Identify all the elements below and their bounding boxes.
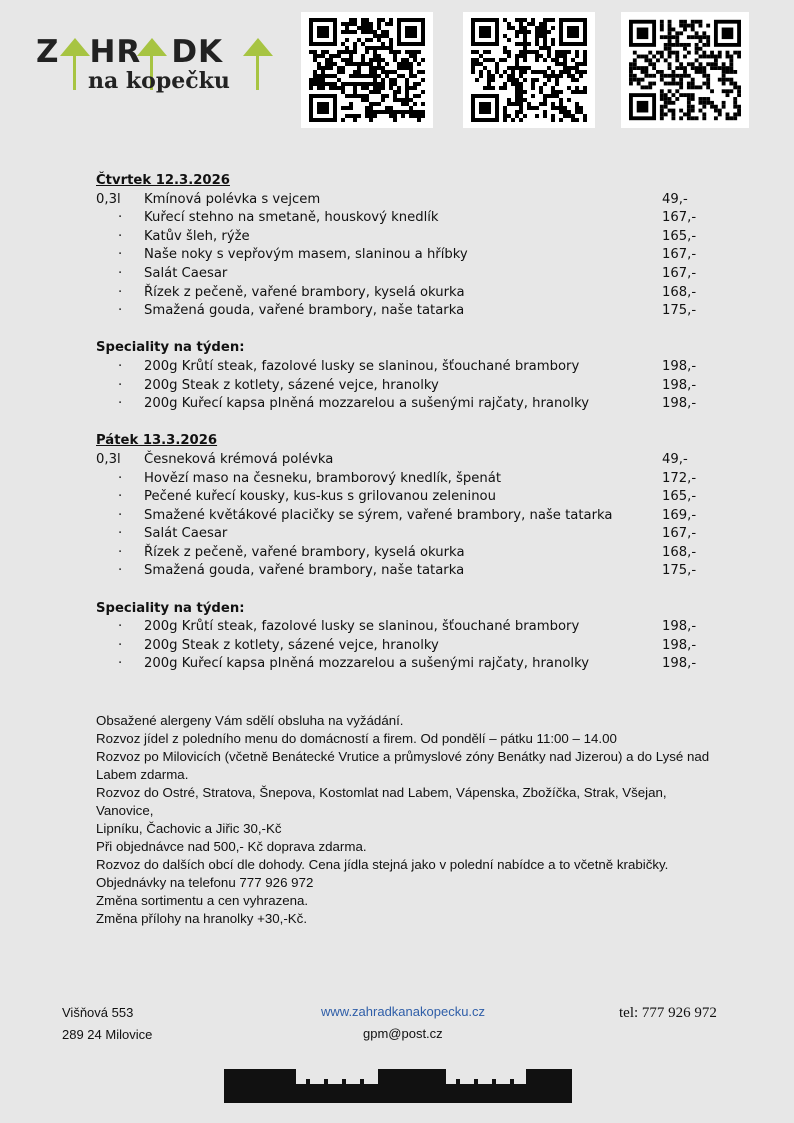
bullet: · [118,247,123,263]
bullet: · [118,507,123,523]
soup-qty: 0,3l [96,451,121,467]
special-item [96,655,706,674]
logo [30,30,280,100]
day-title: Pátek 13.3.2026 [96,433,218,449]
soup-qty: 0,3l [96,191,121,207]
special-item [96,618,706,637]
qr-code-3[interactable] [621,12,749,128]
bullet: · [118,544,123,560]
bullet: · [118,470,123,486]
menu-item [96,525,706,544]
note-line: Labem zdarma. [96,767,189,782]
special-item-name: 200g Kuřecí kapsa plněná mozzarelou a sušenými rajčaty, hranolky [144,656,590,672]
menu-item [96,562,706,581]
note-line: Rozvoz po Milovicích (včetně Benátecké Vrutice a průmyslové zóny Benátky nad Jizerou) a do Lysé nad [96,749,710,764]
menu-item-price: 168,- [662,284,697,300]
menu-item-price: 165,- [662,489,697,505]
note-line: Rozvoz do dalších obcí dle dohody. Cena jídla stejná jako v polední nabídce a to včetně krabičky. [96,857,669,872]
special-item-price: 198,- [662,637,697,653]
special-item [96,637,706,656]
delivery-notes [96,712,716,928]
menu-item [96,209,706,228]
specials-title: Speciality na týden: [96,340,245,356]
menu-item-name: Salát Caesar [144,265,228,281]
footer-street: Višňová 553 [62,1005,134,1020]
bullet: · [118,265,123,281]
special-item [96,358,706,377]
bullet: · [118,619,123,635]
bullet: · [118,210,123,226]
special-item-price: 198,- [662,358,697,374]
menu-item-name: Smažená gouda, vařené brambory, naše tatarka [144,563,465,579]
bullet: · [118,228,123,244]
menu-item-name: Řízek z pečeně, vařené brambory, kyselá okurka [144,284,465,300]
menu-item [96,488,706,507]
menu-item-name: Řízek z pečeně, vařené brambory, kyselá okurka [144,544,465,560]
footer-city: 289 24 Milovice [62,1027,153,1042]
qr-code-1[interactable] [301,12,433,128]
special-item-price: 198,- [662,377,697,393]
menu-item-price: 167,- [662,265,697,281]
menu-item-name: Katův šleh, rýže [144,228,250,244]
specials-title: Speciality na týden: [96,600,245,616]
special-item-name: 200g Kuřecí kapsa plněná mozzarelou a sušenými rajčaty, hranolky [144,396,590,412]
menu-item [96,544,706,563]
bullet: · [118,637,123,653]
soup-price: 49,- [662,191,688,207]
note-line: Lipníku, Čachovic a Jiřic 30,-Kč [96,821,282,836]
special-item-name: 200g Krůtí steak, fazolové lusky se slaninou, šťouchané brambory [144,619,580,635]
soup-name: Česneková krémová polévka [144,451,334,467]
email-link[interactable]: gpm@post.cz [363,1026,443,1041]
qr-code-2[interactable] [463,12,595,128]
footer-decoration [224,1069,572,1103]
special-item [96,377,706,396]
menu-item-name: Kuřecí stehno na smetaně, houskový knedlík [144,210,439,226]
menu-item [96,507,706,526]
menu-item-price: 168,- [662,544,697,560]
menu-item-name: Pečené kuřecí kousky, kus-kus s grilovanou zeleninou [144,489,496,505]
note-line: Změna sortimentu a cen vyhrazena. [96,893,309,908]
menu-item-price: 175,- [662,303,697,319]
bullet: · [118,303,123,319]
bullet: · [118,489,123,505]
note-line: Při objednávce nad 500,- Kč doprava zdarma. [96,839,367,854]
special-item [96,395,706,414]
note-line: Změna přílohy na hranolky +30,-Kč. [96,911,308,926]
menu-item-price: 167,- [662,247,697,263]
note-line: Obsažené alergeny Vám sdělí obsluha na vyžádání. [96,713,404,728]
menu-item-name: Hovězí maso na česneku, bramborový knedlík, špenát [144,470,502,486]
bullet: · [118,396,123,412]
menu-item-price: 172,- [662,470,697,486]
special-item-price: 198,- [662,396,697,412]
bullet: · [118,656,123,672]
footer-phone: tel: 777 926 972 [619,1005,717,1021]
menu-item-name: Smažená gouda, vařené brambory, naše tatarka [144,303,465,319]
bullet: · [118,563,123,579]
bullet: · [118,284,123,300]
menu-item [96,228,706,247]
soup-row [96,451,706,470]
bullet: · [118,377,123,393]
menu-item-price: 165,- [662,228,697,244]
special-item-price: 198,- [662,656,697,672]
note-line: Rozvoz do Ostré, Stratova, Šnepova, Kostomlat nad Labem, Vápenska, Zbožíčka, Strak, Všejan, Vanovice, [96,785,667,818]
logo-text-top: Z HR DK [36,34,224,70]
menu-item-price: 169,- [662,507,697,523]
menu-item-price: 167,- [662,526,697,542]
soup-row [96,191,706,210]
note-line: Objednávky na telefonu 777 926 972 [96,875,314,890]
day-title: Čtvrtek 12.3.2026 [96,173,230,188]
note-line: Rozvoz jídel z poledního menu do domácností a firem. Od pondělí – pátku 11:00 – 14.00 [96,731,617,746]
menu-item-name: Smažené květákové placičky se sýrem, vařené brambory, naše tatarka [144,507,613,523]
soup-name: Kmínová polévka s vejcem [144,191,321,207]
menu-item [96,470,706,489]
umbrella-pole [256,54,259,90]
menu-item-price: 175,- [662,563,697,579]
special-item-price: 198,- [662,619,697,635]
soup-price: 49,- [662,451,688,467]
menu-item [96,284,706,303]
menu-item-name: Salát Caesar [144,526,228,542]
website-link[interactable]: www.zahradkanakopecku.cz [321,1004,486,1019]
bullet: · [118,526,123,542]
menu-item [96,246,706,265]
special-item-name: 200g Krůtí steak, fazolové lusky se slaninou, šťouchané brambory [144,358,580,374]
special-item-name: 200g Steak z kotlety, sázené vejce, hranolky [144,637,439,653]
bullet: · [118,358,123,374]
menu-item-price: 167,- [662,210,697,226]
logo-text-bottom: na kopečku [88,68,230,94]
menu-item-name: Naše noky s vepřovým masem, slaninou a hříbky [144,247,468,263]
menu-item [96,302,706,321]
daily-menu [96,172,706,674]
menu-item [96,265,706,284]
special-item-name: 200g Steak z kotlety, sázené vejce, hranolky [144,377,439,393]
